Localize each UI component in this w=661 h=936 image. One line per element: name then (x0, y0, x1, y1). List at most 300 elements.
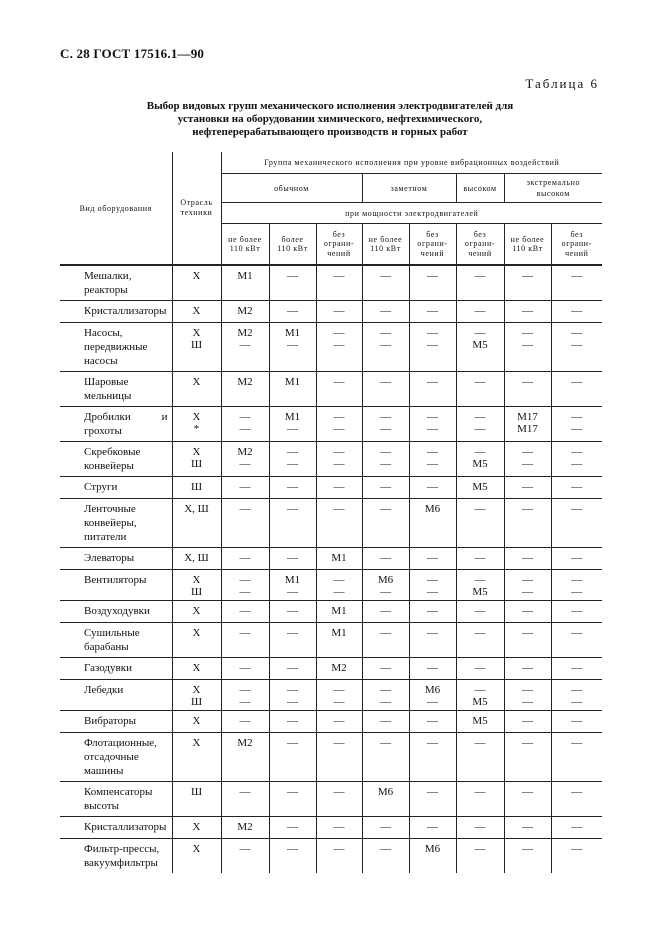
group-value (409, 601, 456, 623)
group-value-line: — (427, 376, 438, 388)
equipment-name: Флотационные, отсадочные машины (60, 733, 172, 782)
header-power-col (221, 224, 269, 266)
group-value (221, 601, 269, 623)
group-value-line: — (333, 411, 345, 423)
group-value (504, 601, 551, 623)
group-value (504, 499, 551, 548)
table-caption (140, 100, 520, 139)
group-value (362, 733, 409, 782)
group-value-line: — (427, 423, 438, 435)
header-power-col-line: 110 кВт (229, 244, 261, 253)
group-value-line: — (522, 552, 533, 564)
group-value-line: — (333, 574, 345, 586)
equipment-name: Воздуходувки (60, 601, 172, 623)
header-level-extreme (504, 174, 602, 203)
group-value (551, 817, 602, 839)
group-value-line: — (427, 327, 438, 339)
equipment-name: Фильтр-прессы, вакуумфильтры (60, 839, 172, 874)
group-value (221, 477, 269, 499)
group-value-line: — (239, 715, 251, 727)
group-value (456, 817, 504, 839)
header-branch-line: Отрасль (180, 198, 213, 207)
group-value-line: — (427, 627, 438, 639)
group-value (551, 601, 602, 623)
group-value-line: — (427, 786, 438, 798)
group-value (269, 711, 316, 733)
group-value-line: — (287, 605, 298, 617)
group-value-line: М2 (237, 737, 253, 749)
group-value (269, 601, 316, 623)
group-value (316, 733, 362, 782)
group-value (409, 407, 456, 442)
group-value (456, 570, 504, 601)
header-power-col (551, 224, 602, 266)
group-value (504, 548, 551, 570)
group-value-line: — (522, 446, 533, 458)
group-value (504, 265, 551, 301)
group-value (551, 301, 602, 323)
group-value-line: — (427, 270, 438, 282)
group-value-line: — (380, 339, 391, 351)
header-power-col (456, 224, 504, 266)
group-value (456, 301, 504, 323)
group-value (456, 265, 504, 301)
group-value-line: М6 (424, 503, 441, 515)
group-value (551, 477, 602, 499)
group-value (362, 407, 409, 442)
branch-code (172, 499, 221, 548)
group-value-line: — (522, 627, 533, 639)
branch-code-line: Х (192, 327, 201, 339)
equipment-name: Струги (60, 477, 172, 499)
group-value-line: — (571, 715, 583, 727)
group-value-line: — (427, 481, 438, 493)
table-row (60, 265, 602, 301)
group-value (551, 265, 602, 301)
group-value-line: — (333, 586, 345, 598)
table-row (60, 407, 602, 442)
group-value-line: — (239, 684, 251, 696)
header-power-col-line: без (570, 229, 584, 239)
group-value-line: — (474, 737, 486, 749)
group-value-line: — (239, 605, 251, 617)
branch-code (172, 477, 221, 499)
group-value-line: — (333, 715, 345, 727)
group-value (551, 570, 602, 601)
group-value-line: — (333, 376, 345, 388)
table-row (60, 711, 602, 733)
group-value (221, 442, 269, 477)
table-row (60, 323, 602, 372)
group-value-line: — (474, 843, 486, 855)
group-value-line: — (522, 574, 533, 586)
table-row (60, 372, 602, 407)
group-value (221, 658, 269, 680)
branch-code-line: Ш (190, 481, 203, 493)
group-value (551, 323, 602, 372)
equipment-name: Элеваторы (60, 548, 172, 570)
group-value-line: — (571, 411, 583, 423)
group-value-line: — (522, 737, 533, 749)
group-value (456, 499, 504, 548)
group-value-line: М6 (424, 684, 441, 696)
group-value-line: — (474, 411, 486, 423)
branch-code (172, 570, 221, 601)
branch-code (172, 265, 221, 301)
group-value (221, 817, 269, 839)
group-value (269, 782, 316, 817)
group-value-line: — (522, 821, 533, 833)
group-value-line: М1 (331, 627, 347, 639)
group-value (504, 407, 551, 442)
group-value-line: — (239, 458, 251, 470)
group-value-line: — (239, 843, 251, 855)
header-power-col-line: ограни- (561, 239, 592, 249)
group-value-line: М6 (424, 843, 441, 855)
header-power-col-line: 110 кВт (370, 244, 401, 253)
group-value-line: — (522, 327, 533, 339)
branch-code-line: Х (192, 737, 201, 749)
group-value-line: — (571, 339, 583, 351)
group-value-line: М1 (237, 270, 253, 282)
group-value-line: — (239, 696, 251, 708)
group-value-line: — (287, 305, 298, 317)
group-value (504, 372, 551, 407)
group-value (221, 265, 269, 301)
branch-code-line: Ш (190, 339, 203, 351)
header-power-col-line: не более (228, 234, 262, 244)
group-value (456, 323, 504, 372)
group-value-line: — (287, 481, 298, 493)
group-value-line: М1 (284, 574, 301, 586)
page-header: С. 28 ГОСТ 17516.1—90 (60, 46, 205, 61)
group-value-line: — (427, 737, 438, 749)
group-value-line: — (571, 423, 583, 435)
header-power-col-line: более (281, 234, 304, 244)
branch-code-line: Х (192, 605, 201, 617)
table-row (60, 733, 602, 782)
group-value-line: — (522, 339, 533, 351)
group-value (362, 442, 409, 477)
branch-code (172, 817, 221, 839)
header-power-col-line: без (473, 229, 487, 239)
group-value (269, 477, 316, 499)
group-value (316, 782, 362, 817)
group-value (456, 782, 504, 817)
group-value-line: — (571, 696, 583, 708)
group-value (269, 301, 316, 323)
group-value-line: — (333, 423, 345, 435)
branch-code-line: Х (192, 270, 201, 282)
header-power-col-line: 110 кВт (512, 244, 543, 253)
group-value-line: — (474, 684, 486, 696)
group-value (504, 442, 551, 477)
group-value-line: — (333, 696, 345, 708)
group-value-line: М5 (472, 586, 488, 598)
group-value (409, 711, 456, 733)
group-value (269, 548, 316, 570)
group-value-line: — (287, 458, 298, 470)
group-value-line: — (427, 696, 438, 708)
group-value (551, 839, 602, 874)
group-value-line: — (239, 411, 251, 423)
group-value-line: — (571, 481, 583, 493)
group-value-line: — (287, 696, 298, 708)
group-value (551, 658, 602, 680)
group-value-line: М2 (331, 662, 347, 674)
header-power-col (504, 224, 551, 266)
group-value (269, 680, 316, 711)
header-power-col-line: не более (510, 234, 545, 244)
group-value (316, 839, 362, 874)
table-row (60, 680, 602, 711)
group-value (221, 680, 269, 711)
group-value-line: — (474, 552, 486, 564)
branch-code-line: Х (192, 376, 201, 388)
group-value (504, 658, 551, 680)
group-value (409, 680, 456, 711)
group-value (362, 817, 409, 839)
group-value-line: — (571, 605, 583, 617)
header-extreme-line: экстремально (526, 178, 581, 187)
group-value (269, 623, 316, 658)
equipment-name: Кристаллизаторы (60, 301, 172, 323)
group-value (409, 839, 456, 874)
group-value (362, 570, 409, 601)
group-value-line: М5 (472, 339, 488, 351)
group-value-line: — (287, 821, 298, 833)
group-value (409, 301, 456, 323)
group-value (362, 839, 409, 874)
group-value-line: М17 (517, 411, 538, 423)
branch-code-line: Ш (190, 786, 203, 798)
group-value (362, 711, 409, 733)
group-value-line: М2 (237, 327, 253, 339)
branch-code (172, 680, 221, 711)
equipment-name: Скребковые конвейеры (60, 442, 172, 477)
equipment-name: Вентиляторы (60, 570, 172, 601)
group-value (362, 658, 409, 680)
group-value-line: — (427, 305, 438, 317)
group-value-line: — (571, 627, 583, 639)
group-value-line: — (287, 627, 298, 639)
group-value (221, 499, 269, 548)
equipment-name: Дробилки и грохоты (60, 407, 172, 442)
group-value (504, 782, 551, 817)
table-body (60, 265, 602, 873)
group-value-line: — (571, 270, 583, 282)
group-value-line: — (239, 662, 251, 674)
branch-code (172, 442, 221, 477)
group-value-line: М2 (237, 376, 253, 388)
group-value (456, 839, 504, 874)
group-value-line: — (239, 586, 251, 598)
group-value-line: — (239, 503, 251, 515)
group-value-line: М1 (284, 376, 301, 388)
group-value-line: М1 (331, 605, 347, 617)
equipment-name: Кристаллизаторы (60, 817, 172, 839)
group-value (551, 548, 602, 570)
group-value-line: — (571, 574, 583, 586)
branch-code-line: Х (192, 821, 201, 833)
motor-groups-table (60, 152, 602, 873)
group-value-line: — (427, 552, 438, 564)
header-power-col-line: без (426, 229, 439, 239)
header-power-col-line: не более (368, 234, 403, 244)
table-header (60, 152, 602, 265)
group-value-line: — (474, 605, 486, 617)
group-value-line: — (427, 586, 438, 598)
header-branch-line: техники (180, 208, 213, 217)
table-row (60, 477, 602, 499)
group-value (504, 711, 551, 733)
group-value (504, 680, 551, 711)
group-value-line: — (380, 270, 391, 282)
group-value (551, 711, 602, 733)
group-value (316, 323, 362, 372)
branch-code (172, 548, 221, 570)
group-value-line: М17 (517, 423, 538, 435)
branch-code-line: Х (192, 684, 201, 696)
group-value-line: М1 (284, 411, 301, 423)
group-value (269, 733, 316, 782)
group-value (316, 817, 362, 839)
group-value-line: — (571, 662, 583, 674)
group-value-line: — (571, 552, 583, 564)
group-value-line: — (427, 446, 438, 458)
branch-code-line: Х (192, 305, 201, 317)
group-value-line: — (333, 684, 345, 696)
header-power: при мощности электродвигателей (221, 203, 602, 224)
group-value (221, 372, 269, 407)
group-value-line: — (333, 481, 345, 493)
group-value (221, 570, 269, 601)
group-value (504, 570, 551, 601)
group-value-line: — (333, 270, 345, 282)
group-value (316, 570, 362, 601)
group-value-line: — (287, 552, 298, 564)
group-value (551, 499, 602, 548)
group-value (409, 623, 456, 658)
group-value-line: — (427, 662, 438, 674)
group-value-line: — (571, 458, 583, 470)
group-value (409, 477, 456, 499)
table-row (60, 570, 602, 601)
group-value-line: — (474, 270, 486, 282)
group-value (269, 265, 316, 301)
group-value (221, 407, 269, 442)
group-value-line: — (333, 843, 345, 855)
group-value (316, 548, 362, 570)
branch-code-line: Х, Ш (184, 503, 209, 515)
group-value (504, 839, 551, 874)
branch-code (172, 623, 221, 658)
group-value-line: — (474, 627, 486, 639)
table-row (60, 301, 602, 323)
group-value-line: М1 (331, 552, 347, 564)
table-row (60, 782, 602, 817)
group-value (269, 442, 316, 477)
group-value-line: — (333, 458, 345, 470)
group-value (551, 623, 602, 658)
group-value (551, 782, 602, 817)
group-value (221, 548, 269, 570)
group-value-line: — (380, 458, 391, 470)
group-value-line: — (427, 605, 438, 617)
branch-code (172, 711, 221, 733)
group-value (409, 499, 456, 548)
group-value (409, 733, 456, 782)
group-value-line: — (427, 458, 438, 470)
header-power-col-line: ограни- (417, 239, 448, 249)
group-value-line: — (474, 446, 486, 458)
group-value-line: — (427, 821, 438, 833)
group-value-line: — (380, 327, 391, 339)
caption-line: нефтеперерабатывающего производств и горных работ (192, 126, 468, 138)
group-value-line: — (571, 821, 583, 833)
group-value-line: — (287, 339, 298, 351)
group-value-line: — (380, 446, 391, 458)
group-value (409, 782, 456, 817)
group-value (551, 407, 602, 442)
branch-code-line: Х (192, 627, 201, 639)
group-value-line: — (380, 411, 391, 423)
group-value-line: — (522, 605, 533, 617)
group-value-line: — (571, 786, 583, 798)
group-value-line: — (474, 423, 486, 435)
equipment-name: Сушильные барабаны (60, 623, 172, 658)
branch-code (172, 782, 221, 817)
group-value-line: — (474, 503, 486, 515)
group-value (362, 265, 409, 301)
group-value (269, 658, 316, 680)
group-value (409, 323, 456, 372)
group-value-line: — (287, 843, 298, 855)
group-value-line: — (571, 843, 583, 855)
branch-code (172, 323, 221, 372)
header-power-col-line: чений (468, 248, 492, 258)
group-value-line: — (427, 339, 438, 351)
table-row (60, 601, 602, 623)
group-value (551, 372, 602, 407)
group-value (316, 680, 362, 711)
group-value-line: — (522, 481, 533, 493)
group-value-line: М2 (237, 821, 253, 833)
group-value-line: — (474, 786, 486, 798)
header-power-col (409, 224, 456, 266)
header-power-col-line: ограни- (323, 239, 355, 249)
group-value (316, 623, 362, 658)
group-value (456, 548, 504, 570)
header-equipment: Вид оборудования (60, 152, 172, 265)
equipment-name: Мешалки, реакторы (60, 265, 172, 301)
group-value (409, 372, 456, 407)
table-row (60, 817, 602, 839)
group-value-line: — (287, 503, 298, 515)
header-power-col (269, 224, 316, 266)
branch-code-line: Х (192, 411, 201, 423)
group-value (362, 499, 409, 548)
group-value (269, 372, 316, 407)
group-value-line: — (380, 305, 391, 317)
branch-code (172, 407, 221, 442)
group-value (409, 570, 456, 601)
group-value-line: — (287, 662, 298, 674)
group-value (456, 601, 504, 623)
group-value-line: — (333, 737, 345, 749)
header-power-col-line: чений (565, 248, 589, 258)
group-value (409, 548, 456, 570)
